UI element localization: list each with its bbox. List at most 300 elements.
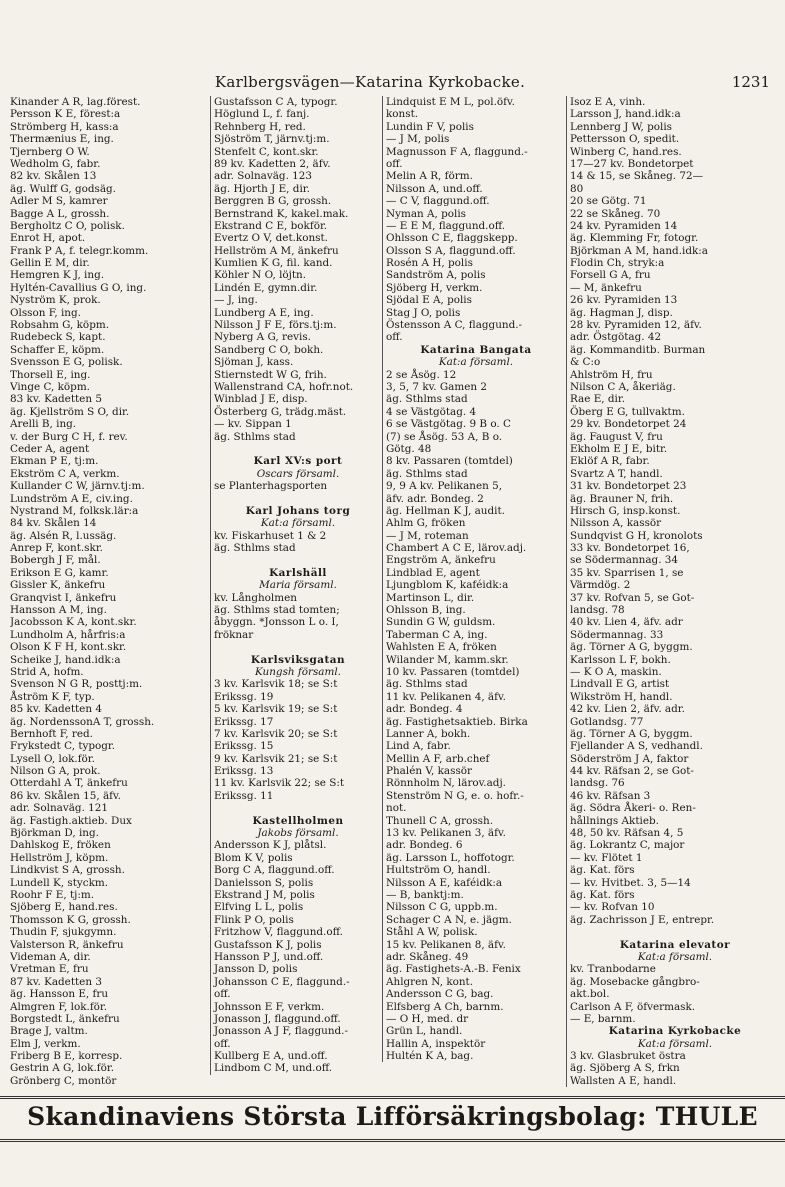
street-heading: Karlsviksgatan [250, 653, 346, 666]
directory-entry: Wikström H, handl. [570, 690, 673, 703]
directory-entry: off. [214, 1037, 231, 1050]
directory-entry: Lindblad E, agent [386, 566, 480, 579]
street-heading: Katarina Bangata [420, 343, 532, 356]
parish-label: Kungsh församl. [255, 665, 341, 678]
directory-entry: — E, barnm. [570, 1012, 636, 1025]
directory-entry: Bagge A L, grossh. [10, 207, 110, 220]
directory-entry: Grönberg C, montör [10, 1074, 117, 1087]
directory-entry: Jacobsson K A, kont.skr. [10, 616, 137, 629]
directory-entry: Svensson E G, polisk. [10, 356, 123, 369]
directory-entry: Björkman D, ing. [10, 827, 99, 840]
directory-entry: 2 se Åsög. 12 [386, 368, 457, 381]
directory-entry: Åström K F, typ. [10, 690, 95, 703]
directory-entry: 46 kv. Räfsan 3 [570, 789, 651, 802]
directory-column-3 [382, 96, 566, 1062]
directory-entry: äg. Fastighetsaktieb. Birka [386, 715, 528, 728]
parish-label: Kat:a församl. [637, 950, 713, 963]
directory-entry: äg. NordenssonA T, grossh. [10, 715, 155, 728]
directory-entry: Thomsson K G, grossh. [10, 913, 131, 926]
directory-entry: 13 kv. Pelikanen 3, äfv. [386, 827, 506, 840]
directory-entry: 4 se Västgötag. 4 [386, 405, 477, 418]
directory-entry: 20 se Götg. 71 [570, 195, 647, 208]
directory-entry: off. [214, 988, 231, 1001]
page-header [0, 73, 785, 93]
directory-entry: Carlson A F, öfvermask. [570, 1000, 696, 1013]
directory-entry: Taberman C A, ing. [386, 628, 488, 641]
spacer [214, 802, 382, 814]
directory-entry: Köhler N O, löjtn. [214, 269, 307, 282]
parish-label: Maria församl. [259, 579, 337, 592]
directory-entry: Ohlsson C E, flaggskepp. [386, 232, 518, 245]
directory-entry: 8 kv. Passaren (tomtdel) [386, 455, 513, 468]
directory-entry: Martinson L, dir. [386, 591, 475, 604]
directory-entry: Nilsson A, kassör [570, 517, 662, 530]
directory-entry: — J M, polis [386, 133, 450, 146]
directory-entry: åbyggn. *Jonsson L o. I, [214, 616, 339, 629]
directory-entry: 6 se Västgötag. 9 B o. C [386, 418, 511, 431]
directory-entry: Lindvall E G, artist [570, 678, 670, 691]
directory-entry: Kullberg E A, und.off. [214, 1050, 328, 1063]
directory-entry: 48, 50 kv. Räfsan 4, 5 [570, 827, 684, 840]
directory-entry: Frank P A, f. telegr.komm. [10, 244, 149, 257]
directory-entry: Lundberg A E, ing. [214, 306, 314, 319]
directory-entry: Elm J, verkm. [10, 1037, 81, 1050]
directory-entry: äg. Södra Åkeri- o. Ren- [570, 802, 696, 815]
directory-entry: Borgstedt L, änkefru [10, 1012, 120, 1025]
directory-entry: Wedholm G, fabr. [10, 157, 101, 170]
directory-entry: Hirsch G, insp.konst. [570, 504, 681, 517]
directory-entry: kv. Fiskarhuset 1 & 2 [214, 529, 327, 542]
directory-entry: — K O A, maskin. [570, 665, 662, 678]
directory-entry: Almgren F, lok.för. [10, 1000, 108, 1013]
directory-entry: Vinge C, köpm. [10, 380, 90, 393]
directory-entry: — kv. Sippan 1 [214, 418, 292, 431]
directory-entry: äfv. adr. Bondeg. 2 [386, 492, 484, 505]
directory-entry: Nystrand M, folksk.lär:a [10, 504, 139, 517]
directory-entry: 26 kv. Pyramiden 13 [570, 294, 678, 307]
directory-entry: 86 kv. Skålen 15, äfv. [10, 789, 121, 802]
directory-entry: Erikssg. 19 [214, 690, 274, 703]
street-heading: Katarina Kyrkobacke [608, 1025, 742, 1038]
parish-label: Kat:a församl. [637, 1037, 713, 1050]
parish-label: Oscars församl. [256, 467, 340, 480]
directory-entry: Rehnberg H, red. [214, 120, 306, 133]
directory-entry: 3, 5, 7 kv. Gamen 2 [386, 380, 487, 393]
directory-entry: Ekman P E, tj:m. [10, 455, 99, 468]
directory-entry: Lundholm A, hårfris:a [10, 628, 126, 641]
directory-entry: äg. Sthlms stad [214, 542, 296, 555]
directory-entry: Stenström N G, e. o. hofr.- [386, 789, 524, 802]
directory-entry: äg. Kjellström S O, dir. [10, 405, 130, 418]
directory-entry: Nilson G A, prok. [10, 765, 101, 778]
directory-entry: Gotlandsg. 77 [570, 715, 644, 728]
directory-entry: Flodin Ch, stryk:a [570, 257, 665, 270]
directory-entry: äg. Fastighets-A.-B. Fenix [386, 963, 521, 976]
parish-label: Kat:a församl. [438, 356, 514, 369]
directory-entry: Olsson S A, flaggund.off. [386, 244, 516, 257]
directory-entry: adr. Bondeg. 6 [386, 839, 463, 852]
directory-entry: Rönnholm N, lärov.adj. [386, 777, 506, 790]
directory-entry: Söderström J A, faktor [570, 752, 689, 765]
directory-entry: 10 kv. Passaren (tomtdel) [386, 665, 520, 678]
directory-entry: 9, 9 A kv. Pelikanen 5, [386, 480, 503, 493]
directory-entry: Svartz A T, handl. [570, 467, 663, 480]
spacer [214, 554, 382, 566]
spacer [214, 641, 382, 653]
directory-entry: Olson K F H, kont.skr. [10, 641, 127, 654]
directory-entry: Ahlström H, fru [570, 368, 653, 381]
directory-entry: Wahlsten E A, fröken [386, 641, 497, 654]
directory-entry: äg. Mosebacke gångbro- [570, 975, 700, 988]
directory-entry: Erikssg. 15 [214, 740, 274, 753]
directory-entry: landsg. 78 [570, 604, 625, 617]
directory-entry: Vretman E, fru [10, 963, 89, 976]
directory-entry: 85 kv. Kadetten 4 [10, 703, 102, 716]
directory-entry: Rae E, dir. [570, 393, 626, 406]
directory-entry: 83 kv. Kadetten 5 [10, 393, 102, 406]
directory-entry: Arelli B, ing. [10, 418, 77, 431]
directory-entry: Andersson K J, plåtsl. [214, 839, 327, 852]
directory-entry: Sundqvist G H, kronolots [570, 529, 703, 542]
directory-entry: Chambert A C E, lärov.adj. [386, 542, 527, 555]
directory-entry: äg. Hellman K J, audit. [386, 504, 505, 517]
directory-entry: Rosén A H, polis [386, 257, 473, 270]
directory-entry: äg. Kat. förs [570, 864, 635, 877]
directory-entry: 11 kv. Pelikanen 4, äfv. [386, 690, 506, 703]
directory-entry: se Södermannag. 34 [570, 554, 679, 567]
directory-entry: Videman A, dir. [10, 950, 91, 963]
directory-entry: Lundström A E, civ.ing. [10, 492, 133, 505]
directory-entry: Nilsson A E, kaféidk:a [386, 876, 503, 889]
directory-entry: Bobergh J F, mål. [10, 554, 101, 567]
directory-entry: — E E M, flaggund.off. [386, 219, 506, 232]
directory-entry: konst. [386, 108, 419, 121]
directory-entry: Hellström A M, änkefru [214, 244, 339, 257]
directory-entry: Ståhl A W, polisk. [386, 926, 478, 939]
directory-entry: 9 kv. Karlsvik 21; se S:t [214, 752, 338, 765]
spacer [570, 926, 780, 938]
page-number: 1231 [731, 73, 770, 91]
directory-entry: Ahlgren N, kont. [386, 975, 474, 988]
directory-entry: äg. Alsén R, l.ussäg. [10, 529, 117, 542]
directory-entry: fröknar [214, 628, 254, 641]
directory-columns [10, 96, 780, 1096]
directory-entry: äg. Brauner N, frih. [570, 492, 674, 505]
directory-entry: — J, ing. [214, 294, 258, 307]
directory-entry: Hansson P J, und.off. [214, 950, 324, 963]
directory-entry: — kv. Flötet 1 [570, 851, 643, 864]
directory-entry: Granqvist I, änkefru [10, 591, 117, 604]
directory-entry: Fritzhow V, flaggund.off. [214, 926, 343, 939]
directory-entry: äg. Zachrisson J E, entrepr. [570, 913, 715, 926]
directory-entry: Schaffer E, köpm. [10, 343, 105, 356]
directory-entry: Johansson C E, flaggund.- [214, 975, 350, 988]
advertisement-text: Skandinaviens Största Lifförsäkringsbolag: THULE [27, 1102, 758, 1131]
directory-entry: Ceder A, agent [10, 442, 90, 455]
directory-entry: adr. Solnaväg. 121 [10, 802, 109, 815]
directory-entry: 15 kv. Pelikanen 8, äfv. [386, 938, 506, 951]
directory-entry: Winberg C, hand.res. [570, 145, 682, 158]
directory-entry: Grün L, handl. [386, 1025, 463, 1038]
directory-entry: äg. Sjöberg A S, frkn [570, 1062, 680, 1075]
directory-entry: Lundin F V, polis [386, 120, 474, 133]
directory-entry: Södermannag. 33 [570, 628, 664, 641]
directory-entry: Björkman A M, hand.idk:a [570, 244, 708, 257]
directory-entry: 33 kv. Bondetorpet 16, [570, 542, 690, 555]
directory-entry: Nyman A, polis [386, 207, 466, 220]
directory-entry: Roohr F E, tj:m. [10, 889, 95, 901]
directory-entry: v. der Burg C H, f. rev. [10, 430, 128, 443]
directory-entry: 11 kv. Karlsvik 22; se S:t [214, 777, 345, 790]
directory-entry: Nilson C A, åkeriäg. [570, 380, 676, 393]
directory-entry: Bernhoft F, red. [10, 727, 93, 740]
street-heading: Karl XV:s port [253, 455, 343, 468]
directory-column-2 [210, 96, 382, 1075]
directory-entry: 37 kv. Rofvan 5, se Got- [570, 591, 695, 604]
directory-entry: 3 kv. Glasbruket östra [570, 1050, 686, 1063]
directory-entry: Fjellander A S, vedhandl. [570, 740, 703, 753]
directory-column-1 [10, 96, 206, 1087]
directory-entry: Bergholtz C O, polisk. [10, 219, 125, 232]
directory-entry: Frykstedt C, typogr. [10, 740, 116, 753]
directory-entry: Brage J, valtm. [10, 1025, 88, 1038]
directory-entry: äg. Larsson L, hoffotogr. [386, 851, 515, 864]
directory-entry: äg. Sthlms stad [386, 678, 468, 691]
directory-entry: Thermænius E, ing. [10, 133, 114, 146]
directory-entry: 17—27 kv. Bondetorpet [570, 157, 694, 170]
parish-label: Kat:a församl. [260, 517, 336, 530]
directory-entry: Sjöman J, kass. [214, 356, 294, 369]
directory-entry: Strid A, hofm. [10, 665, 84, 678]
directory-entry: adr. Bondeg. 4 [386, 703, 463, 716]
directory-entry: Kullander C W, järnv.tj:m. [10, 480, 145, 493]
directory-entry: Wallsten A E, handl. [570, 1074, 677, 1087]
directory-entry: äg. Sthlms stad [386, 467, 468, 480]
directory-entry: Sundin G W, guldsm. [386, 616, 496, 629]
directory-entry: Pettersson O, spedit. [570, 133, 680, 146]
directory-entry: Elfsberg A Ch, barnm. [386, 1000, 504, 1013]
directory-entry: Scheike J, hand.idk:a [10, 653, 121, 666]
directory-entry: äg. Törner A G, byggm. [570, 727, 693, 740]
directory-entry: kv. Långholmen [214, 591, 297, 604]
directory-entry: Erikson E G, kamr. [10, 566, 109, 579]
directory-entry: 31 kv. Bondetorpet 23 [570, 480, 687, 493]
directory-entry: Magnusson F A, flaggund.- [386, 145, 528, 158]
directory-entry: Blom K V, polis [214, 851, 293, 864]
directory-entry: Öberg E G, tullvaktm. [570, 405, 685, 418]
directory-entry: 28 kv. Pyramiden 12, äfv. [570, 319, 702, 332]
directory-entry: Sjöberg E, hand.res. [10, 901, 118, 914]
directory-entry: Hemgren K J, ing. [10, 269, 105, 282]
directory-entry: Sjöström T, järnv.tj:m. [214, 133, 330, 146]
directory-entry: Höglund L, f. fanj. [214, 108, 310, 121]
directory-entry: — J M, roteman [386, 529, 469, 542]
directory-entry: Österberg G, trädg.mäst. [214, 405, 347, 418]
directory-entry: — C V, flaggund.off. [386, 195, 490, 208]
directory-entry: Erikssg. 11 [214, 789, 274, 802]
directory-entry: Ekholm E J E, bitr. [570, 442, 668, 455]
directory-entry: Hansson A M, ing. [10, 604, 107, 617]
directory-entry: 3 kv. Karlsvik 18; se S:t [214, 678, 338, 691]
directory-entry: Valsterson R, änkefru [10, 938, 124, 951]
directory-column-4 [566, 96, 780, 1087]
directory-entry: Lennberg J W, polis [570, 120, 672, 133]
directory-entry: Wallenstrand CA, hofr.not. [214, 380, 354, 393]
directory-entry: 44 kv. Räfsan 2, se Got- [570, 765, 694, 778]
directory-entry: Östensson A C, flaggund.- [386, 319, 523, 332]
spacer [214, 493, 382, 505]
directory-entry: äg. Fastigh.aktieb. Dux [10, 814, 132, 827]
directory-entry: Tjernberg O W. [10, 145, 90, 158]
directory-entry: Melin A R, förm. [386, 170, 473, 183]
directory-entry: äg. Hansson E, fru [10, 988, 109, 1001]
directory-entry: Winblad J E, disp. [214, 393, 308, 406]
directory-entry: Thudin F, sjukgymn. [10, 926, 117, 939]
directory-entry: äg. Hagman J, disp. [570, 306, 673, 319]
directory-entry: Jansson D, polis [214, 963, 298, 976]
directory-entry: Olsson F, ing. [10, 306, 81, 319]
directory-entry: se Planterhagsporten [214, 480, 328, 493]
directory-entry: Erikssg. 17 [214, 715, 274, 728]
directory-entry: Lanner A, bokh. [386, 727, 471, 740]
directory-entry: Hallin A, inspektör [386, 1037, 486, 1050]
directory-entry: äg. Hjorth J E, dir. [214, 182, 310, 195]
directory-entry: 80 [570, 182, 584, 195]
directory-entry: äg. Lokrantz C, major [570, 839, 685, 852]
directory-entry: Forsell G A, fru [570, 269, 651, 282]
street-heading: Karlshäll [269, 566, 327, 579]
directory-entry: off. [386, 331, 403, 344]
directory-entry: Hellström J, köpm. [10, 851, 109, 864]
directory-entry: Lundell K, styckm. [10, 876, 109, 889]
street-heading: Kastellholmen [252, 814, 344, 827]
page-title: Karlbergsvägen—Katarina Kyrkobacke. [214, 73, 526, 91]
directory-entry: Isoz E A, vinh. [570, 96, 646, 108]
directory-entry: 29 kv. Bondetorpet 24 [570, 418, 687, 431]
directory-entry: äg. Sthlms stad [214, 430, 296, 443]
directory-entry: Thunell C A, grossh. [386, 814, 494, 827]
directory-entry: Stiernstedt W G, frih. [214, 368, 327, 381]
directory-entry: — kv. Rofvan 10 [570, 901, 655, 914]
directory-entry: 82 kv. Skålen 13 [10, 170, 97, 183]
directory-entry: Nilsson C G, uppb.m. [386, 901, 498, 914]
directory-entry: Kumlien K G, fil. kand. [214, 257, 333, 270]
directory-entry: Wilander M, kamm.skr. [386, 653, 509, 666]
directory-entry: Karlsson L F, bokh. [570, 653, 671, 666]
directory-entry: Persson K E, förest:a [10, 108, 121, 121]
directory-entry: äg. Kommanditb. Burman [570, 343, 706, 356]
directory-entry: 7 kv. Karlsvik 20; se S:t [214, 727, 338, 740]
directory-entry: adr. Solnaväg. 123 [214, 170, 313, 183]
directory-entry: Otterdahl A T, änkefru [10, 777, 128, 790]
directory-entry: Gestrin A G, lok.för. [10, 1062, 114, 1075]
directory-entry: & C:o [570, 356, 601, 369]
directory-entry: landsg. 76 [570, 777, 625, 790]
street-heading: Karl Johans torg [245, 504, 351, 517]
directory-entry: Värmdög. 2 [570, 579, 631, 592]
directory-entry: 87 kv. Kadetten 3 [10, 975, 102, 988]
parish-label: Jakobs församl. [257, 827, 339, 840]
directory-entry: Sjödal E A, polis [386, 294, 472, 307]
directory-entry: — O H, med. dr [386, 1012, 469, 1025]
directory-entry: adr. Östgötag. 42 [570, 331, 662, 344]
directory-entry: Larsson J, hand.idk:a [570, 108, 681, 121]
directory-entry: Phalén V, kassör [386, 765, 473, 778]
directory-entry: Danielsson S, polis [214, 876, 314, 889]
directory-entry: Ljungblom K, kaféidk:a [386, 579, 509, 592]
directory-entry: 35 kv. Sparrisen 1, se [570, 566, 684, 579]
directory-entry: — kv. Hvitbet. 3, 5—14 [570, 876, 691, 889]
directory-entry: Friberg B E, korresp. [10, 1050, 123, 1063]
directory-entry: äg. Sthlms stad [386, 393, 468, 406]
directory-entry: Berggren B G, grossh. [214, 195, 332, 208]
directory-entry: 89 kv. Kadetten 2, äfv. [214, 157, 331, 170]
directory-entry: Lindén E, gymn.dir. [214, 281, 318, 294]
directory-entry: 5 kv. Karlsvik 19; se S:t [214, 703, 338, 716]
directory-entry: Sandström A, polis [386, 269, 486, 282]
directory-entry: Jonasson J, flaggund.off. [214, 1012, 341, 1025]
directory-entry: Nilsson J F E, förs.tj:m. [214, 319, 337, 332]
directory-entry: Eklöf A R, fabr. [570, 455, 650, 468]
directory-entry: Lindbom C M, und.off. [214, 1062, 333, 1075]
directory-entry: Robsahm G, köpm. [10, 319, 109, 332]
directory-entry: Hultström O, handl. [386, 864, 491, 877]
directory-entry: äg. Törner A G, byggm. [570, 641, 693, 654]
directory-entry: Thorsell E, ing. [10, 368, 91, 381]
directory-entry: Evertz O V, det.konst. [214, 232, 328, 245]
directory-entry: Anrep F, kont.skr. [10, 542, 103, 555]
directory-entry: Gissler K, änkefru [10, 579, 106, 592]
directory-entry: Engström A, änkefru [386, 554, 496, 567]
directory-entry: — B, banktj:m. [386, 889, 464, 901]
directory-entry: Lysell O, lok.för. [10, 752, 95, 765]
directory-entry: adr. Skåneg. 49 [386, 950, 469, 963]
directory-entry: Gustafsson C A, typogr. [214, 96, 338, 108]
directory-entry: Stenfelt C, kont.skr. [214, 145, 319, 158]
directory-entry: Dahlskog E, fröken [10, 839, 111, 852]
directory-entry: Mellin A F, arb.chef [386, 752, 490, 765]
directory-entry: Nyberg A G, revis. [214, 331, 311, 344]
directory-entry: Nyström K, prok. [10, 294, 101, 307]
directory-entry: 22 se Skåneg. 70 [570, 207, 661, 220]
directory-entry: Lindquist E M L, pol.öfv. [386, 96, 515, 108]
directory-entry: Ohlsson B, ing. [386, 604, 466, 617]
directory-entry: Flink P O, polis [214, 913, 294, 926]
directory-entry: äg. Klemming Fr, fotogr. [570, 232, 699, 245]
directory-entry: Ekström C A, verkm. [10, 467, 120, 480]
directory-entry: Schager C A N, e. jägm. [386, 913, 512, 926]
directory-entry: Elfving L L, polis [214, 901, 304, 914]
directory-entry: Gustafsson K J, polis [214, 938, 322, 951]
directory-entry: kv. Tranbodarne [570, 963, 656, 976]
directory-entry: Rudebeck S, kapt. [10, 331, 106, 344]
directory-entry: Stag J O, polis [386, 306, 461, 319]
advertisement-banner [0, 1096, 785, 1142]
directory-entry: Hyltén-Cavallius G O, ing. [10, 281, 147, 294]
directory-entry: Lindkvist S A, grossh. [10, 864, 125, 877]
directory-entry: Sjöberg H, verkm. [386, 281, 483, 294]
spacer [214, 443, 382, 455]
directory-entry: Enrot H, apot. [10, 232, 86, 245]
directory-entry: äg. Faugust V, fru [570, 430, 663, 443]
directory-entry: 24 kv. Pyramiden 14 [570, 219, 678, 232]
directory-entry: Gellin E M, dir. [10, 257, 90, 270]
directory-entry: — M, änkefru [570, 281, 642, 294]
directory-entry: Ekstrand C E, bokför. [214, 219, 328, 232]
directory-entry: not. [386, 802, 407, 815]
directory-entry: akt.bol. [570, 988, 610, 1001]
directory-entry: 14 & 15, se Skåneg. 72— [570, 170, 704, 183]
